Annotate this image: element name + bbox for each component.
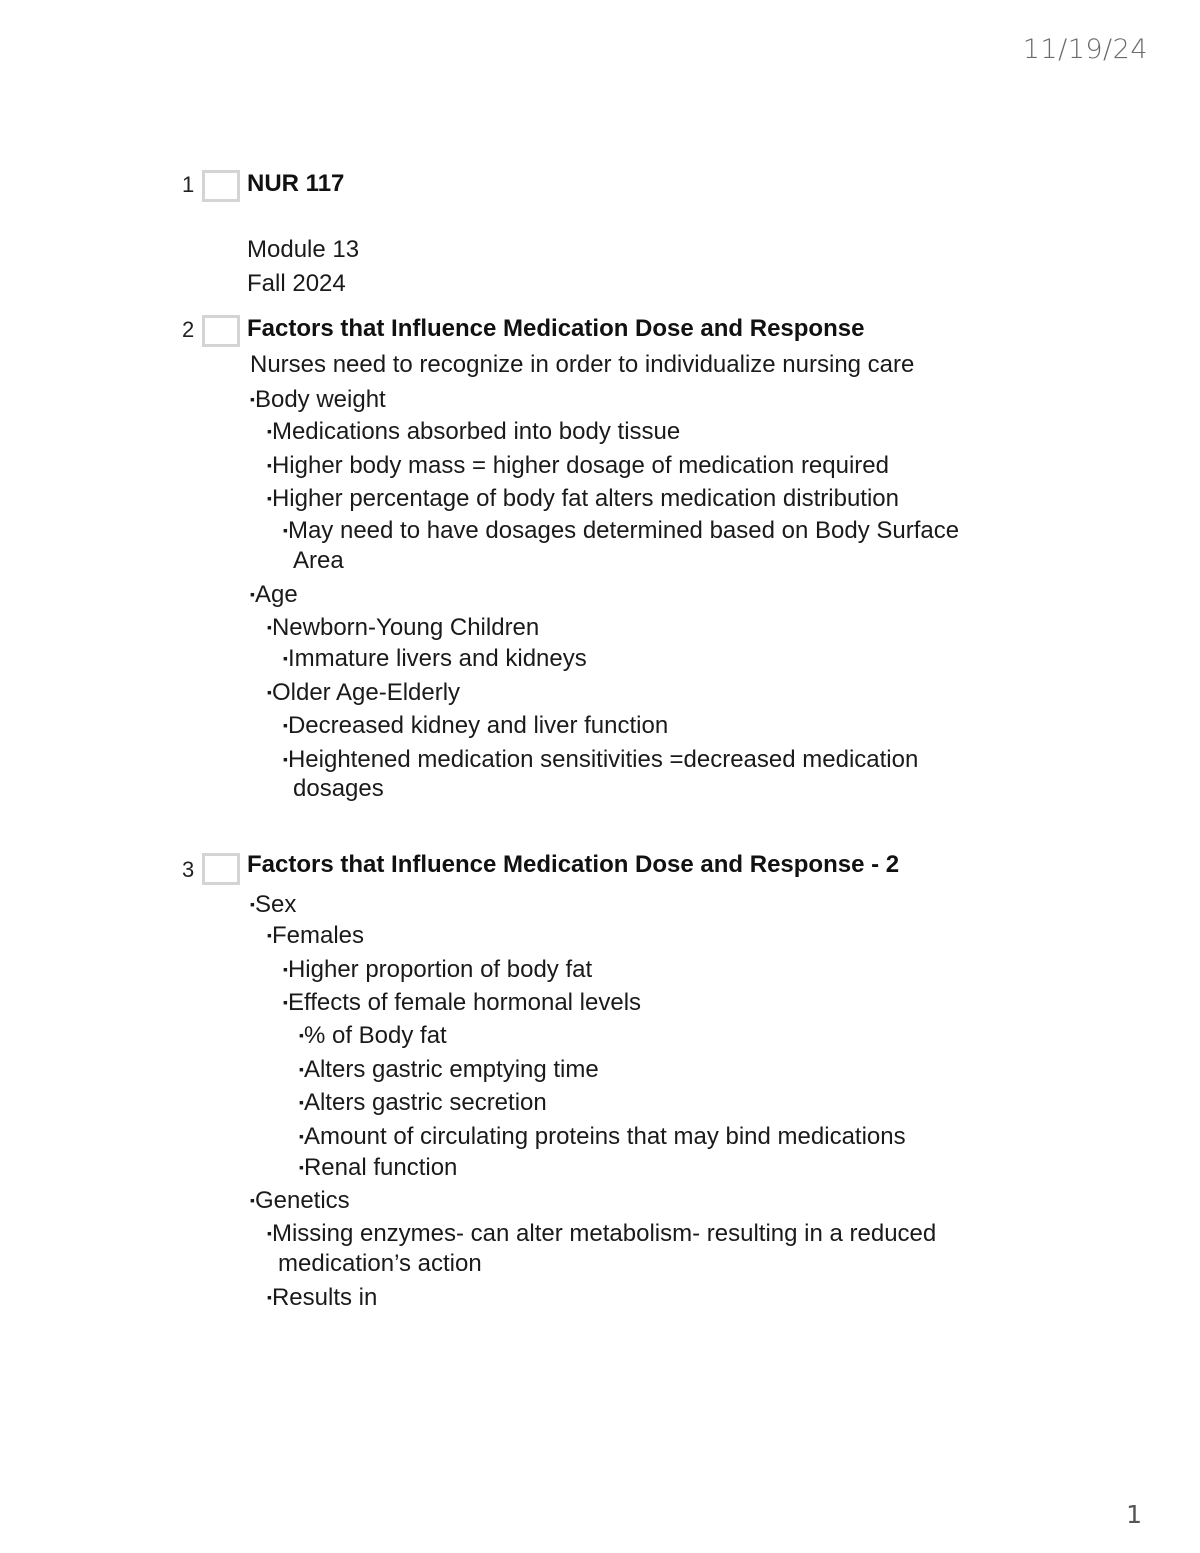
slide-1-subtitle-term: Fall 2024 xyxy=(247,270,346,297)
list-item: ▪Alters gastric emptying time xyxy=(299,1056,599,1083)
bullet-icon: ▪ xyxy=(299,1128,304,1144)
list-item: ▪Higher body mass = higher dosage of medication required xyxy=(267,452,889,479)
list-item: ▪Alters gastric secretion xyxy=(299,1089,547,1116)
list-item-continuation: medication’s action xyxy=(278,1250,482,1277)
bullet-icon: ▪ xyxy=(299,1027,304,1043)
slide-2-intro: Nurses need to recognize in order to individualize nursing care xyxy=(250,351,915,378)
list-item: ▪Females xyxy=(267,922,364,949)
bullet-icon: ▪ xyxy=(250,896,255,912)
print-date: 11/19/24 xyxy=(1022,34,1148,65)
list-item: ▪Decreased kidney and liver function xyxy=(283,712,669,739)
list-item: ▪Higher proportion of body fat xyxy=(283,956,593,983)
bullet-icon: ▪ xyxy=(283,751,288,767)
bullet-icon: ▪ xyxy=(250,586,255,602)
slide-3-number: 3 xyxy=(182,857,195,882)
list-item: ▪Body weight xyxy=(250,386,386,413)
list-item: ▪Age xyxy=(250,581,298,608)
bullet-icon: ▪ xyxy=(283,522,288,538)
page-number: 1 xyxy=(1126,1500,1142,1529)
list-item: ▪Renal function xyxy=(299,1154,458,1181)
slide-1-title: NUR 117 xyxy=(247,170,345,197)
bullet-icon: ▪ xyxy=(250,391,255,407)
list-item-continuation: Area xyxy=(293,547,344,574)
bullet-icon: ▪ xyxy=(283,961,288,977)
bullet-icon: ▪ xyxy=(267,423,272,439)
bullet-icon: ▪ xyxy=(299,1159,304,1175)
bullet-icon: ▪ xyxy=(283,717,288,733)
bullet-icon: ▪ xyxy=(267,1225,272,1241)
slide-3-thumbnail[interactable] xyxy=(202,853,240,885)
list-item: ▪Immature livers and kidneys xyxy=(283,645,587,672)
list-item: ▪Results in xyxy=(267,1284,378,1311)
list-item: ▪Higher percentage of body fat alters medication distribution xyxy=(267,485,899,512)
list-item: ▪Newborn-Young Children xyxy=(267,614,540,641)
list-item: ▪Heightened medication sensitivities =decreased medication xyxy=(283,746,919,773)
bullet-icon: ▪ xyxy=(267,1289,272,1305)
list-item: ▪Amount of circulating proteins that may bind medications xyxy=(299,1123,906,1150)
bullet-icon: ▪ xyxy=(299,1094,304,1110)
slide-2-number: 2 xyxy=(182,317,195,342)
slide-3-title: Factors that Influence Medication Dose and Response - 2 xyxy=(247,851,900,878)
bullet-icon: ▪ xyxy=(267,684,272,700)
list-item-continuation: dosages xyxy=(293,775,384,802)
slide-1-subtitle-module: Module 13 xyxy=(247,236,360,263)
bullet-icon: ▪ xyxy=(283,650,288,666)
list-item: ▪May need to have dosages determined based on Body Surface xyxy=(283,517,960,544)
list-item: ▪Medications absorbed into body tissue xyxy=(267,418,681,445)
bullet-icon: ▪ xyxy=(267,927,272,943)
list-item: ▪Sex xyxy=(250,891,297,918)
bullet-icon: ▪ xyxy=(299,1061,304,1077)
slide-1-number: 1 xyxy=(182,172,195,197)
bullet-icon: ▪ xyxy=(267,619,272,635)
bullet-icon: ▪ xyxy=(267,457,272,473)
list-item: ▪% of Body fat xyxy=(299,1022,447,1049)
list-item: ▪Missing enzymes- can alter metabolism- resulting in a reduced xyxy=(267,1220,937,1247)
bullet-icon: ▪ xyxy=(250,1192,255,1208)
bullet-icon: ▪ xyxy=(267,490,272,506)
slide-1-thumbnail[interactable] xyxy=(202,170,240,202)
list-item: ▪Effects of female hormonal levels xyxy=(283,989,642,1016)
bullet-icon: ▪ xyxy=(283,994,288,1010)
slide-2-thumbnail[interactable] xyxy=(202,315,240,347)
list-item: ▪Genetics xyxy=(250,1187,350,1214)
slide-2-title: Factors that Influence Medication Dose and Response xyxy=(247,315,865,342)
list-item: ▪Older Age-Elderly xyxy=(267,679,461,706)
